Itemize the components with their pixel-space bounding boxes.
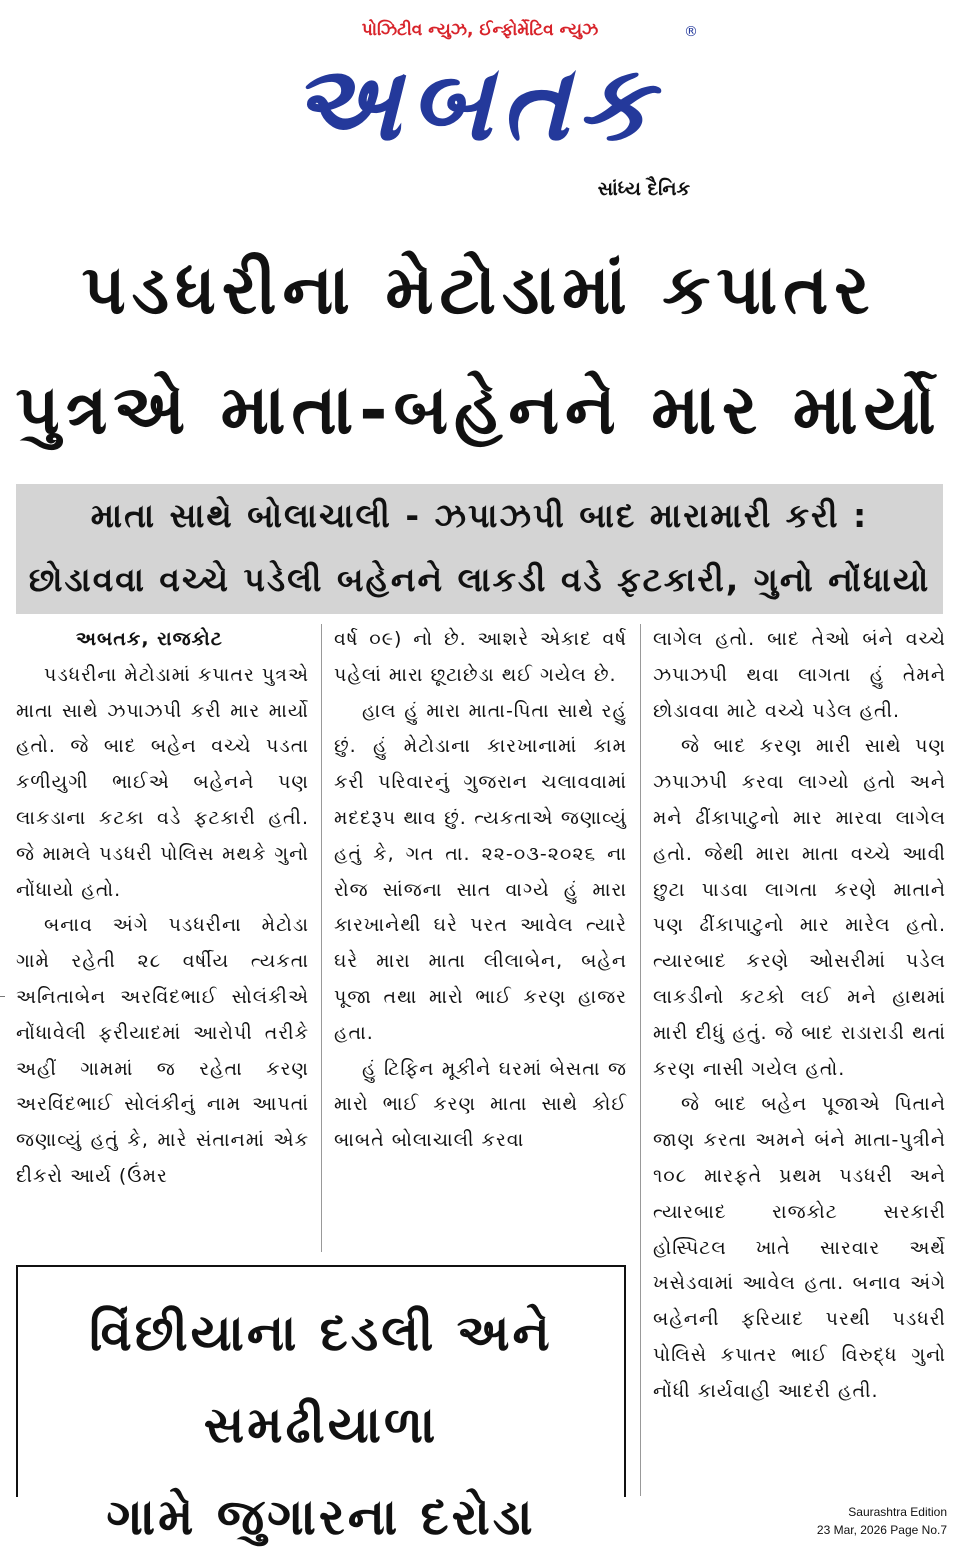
registered-mark: ® bbox=[684, 24, 698, 40]
page-footer bbox=[817, 1503, 947, 1539]
paragraph: જે બાદ બહેન પૂજાએ પિતાને જાણ કરતા અમને બંને માતા-પુત્રીને ૧૦૮ મારફતે પ્રથમ પડધરી અને ત્યારબાદ રાજકોટ સરકારી હોસ્પિટલ ખાતે સારવાર અર્થે ખસેડવામાં આવેલ હતા. બનાવ અંગે બહેનની ફરિયાદ પરથી પડધરી પોલિસે કપાતર ભાઈ વિરુદ્ધ ગુનો નોંધી કાર્યવાહી આદરી હતી. bbox=[653, 1093, 946, 1402]
newspaper-logo: અબતક bbox=[291, 42, 659, 164]
second-headline-line-2: ગામે જુગારના દરોડા bbox=[106, 1488, 536, 1546]
edition-type: સાંધ્ય દૈનિક bbox=[597, 178, 690, 200]
second-article-box bbox=[16, 1265, 626, 1546]
paragraph: વર્ષ ૦૯) નો છે. આશરે એકાદ વર્ષ પહેલાં મારા છૂટાછેડા થઈ ગયેલ છે. bbox=[334, 628, 627, 686]
paragraph: હાલ હું મારા માતા-પિતા સાથે રહું છું. હું મેટોડાના કારખાનામાં કામ કરી પરિવારનું ગુજરાન ચલાવવામાં મદદરૂપ થાવ છું. ત્યકતાએ જણાવ્યું હતું કે, ગત તા. ૨૨-૦૩-૨૦૨૬ ના રોજ સાંજના સાત વાગ્યે હું મારા કારખાનેથી ઘરે પરત આવેલ ત્યારે ઘરે મારા માતા લીલાબેન, બહેન પૂજા તથા મારો ભાઈ કરણ હાજર હતા. bbox=[334, 699, 627, 1044]
subheadline-line-2: છોડાવવા વચ્ચે પડેલી બહેનને લાકડી વડે ફટકારી, ગુનો નોંધાયો bbox=[28, 560, 931, 599]
column-divider bbox=[321, 624, 322, 1252]
article-column-2 bbox=[334, 622, 627, 1252]
subheadline-line-1: માતા સાથે બોલાચાલી - ઝપાઝપી બાદ મારામારી કરી : bbox=[90, 496, 869, 535]
article-column-3 bbox=[653, 622, 946, 1500]
headline-line-2: પુત્રએ માતા-બહેનને માર માર્યો bbox=[15, 371, 942, 450]
second-headline-line-1: વિંછીયાના દડલી અને સમઢીયાળા bbox=[89, 1304, 553, 1454]
paragraph: પડધરીના મેટોડામાં કપાતર પુત્રએ માતા સાથે ઝપાઝપી કરી માર માર્યો હતો. જે બાદ બહેન વચ્ચે પડતા કળીયુગી ભાઈએ બહેનને પણ લાકડાના કટકા વડે ફટકારી હતી. જે મામલે પડધરી પોલિસ મથકે ગુનો નોંધાયો હતો. bbox=[16, 663, 309, 901]
paragraph: બનાવ અંગે પડધરીના મેટોડા ગામે રહેતી ૨૮ વર્ષીય ત્યકતા અનિતાબેન અરવિંદભાઈ સોલંકીએ નોંધાવેલી ફરીયાદમાં આરોપી તરીકે અહીં ગામમાં જ રહેતા કરણ અરવિંદભાઈ સોલંકીનું નામ આપતાં જણાવ્યું હતું કે, મારે સંતાનમાં એક દીકરો આર્ય (ઉંમર bbox=[16, 914, 309, 1187]
dateline: અબતક, રાજકોટ bbox=[76, 628, 223, 650]
edge-mark bbox=[0, 996, 5, 997]
article-column-1 bbox=[16, 622, 309, 1252]
column-divider bbox=[640, 624, 641, 1496]
edition-label: Saurashtra Edition bbox=[848, 1505, 947, 1519]
masthead-tagline: પોઝિટીવ ન્યુઝ, ઈન્ફોર્મેટિવ ન્યુઝ bbox=[361, 20, 599, 40]
paragraph: હું ટિફિન મૂકીને ઘરમાં બેસતા જ મારો ભાઈ કરણ માતા સાથે કોઈ બાબતે બોલાચાલી કરવા bbox=[334, 1057, 627, 1152]
paragraph: જે બાદ કરણ મારી સાથે પણ ઝપાઝપી કરવા લાગ્યો હતો અને મને ઢીંકાપાટુનો માર મારવા લાગેલ હતો. જેથી મારા માતા વચ્ચે આવી છુટા પાડવા લાગતા કરણે માતાને પણ ઢીંકાપાટુનો માર મારેલ હતો. ત્યારબાદ કરણે ઓસરીમાં પડેલ લાકડીનો કટકો લઈ મને હાથમાં મારી દીધું હતું. જે બાદ રાડારાડી થતાં કરણ નાસી ગયેલ હતો. bbox=[653, 735, 946, 1080]
masthead bbox=[0, 0, 957, 215]
headline-line-1: પડધરીના મેટોડામાં કપાતર bbox=[81, 251, 876, 330]
subheadline-band bbox=[16, 484, 943, 614]
date-page-label: 23 Mar, 2026 Page No.7 bbox=[816, 1523, 947, 1537]
paragraph: લાગેલ હતો. બાદ તેઓ બંને વચ્ચે ઝપાઝપી થવા લાગતા હું તેમને છોડાવવા માટે વચ્ચે પડેલ હતી. bbox=[653, 628, 946, 722]
